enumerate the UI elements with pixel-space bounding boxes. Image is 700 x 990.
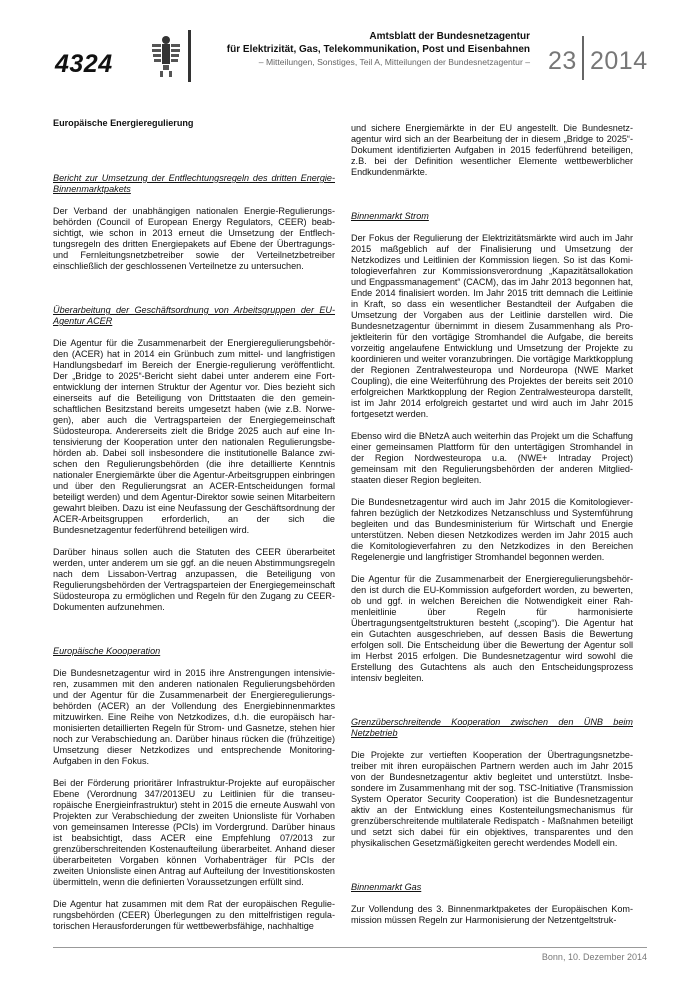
subheading-grenzueberschreitende-kooperation: Grenzüberschreitende Kooperation zwischen den ÜNB beim Netzbetrieb xyxy=(351,717,633,738)
subheading-entflechtung: Bericht zur Umsetzung der Entflechtungsregeln des dritten Energie-Binnenmarktpakets xyxy=(53,173,335,194)
subheading-binnenmarkt-strom: Binnenmarkt Strom xyxy=(351,211,429,221)
paragraph: Die Bundesnetzagentur wird in 2015 ihre Anstrengungen intensivieren, zusammen mit den anderen nationalen Regulierungsbehörden und der Agentur für die Zusammenarbeit der Energieregulierungsbehörden (ACER) an der Vollendung des Energiebinnenmarktes mitzuwirken. Eine Reihe von Netzkodizes, d.h. die europäisch harmonisierten detaillierten Regeln für Strom- und Gasnetze, stehen hier noch zur Verabschiedung an. Darüber hinaus rücken die (frühzeitige) Umsetzung dieser Netzkodizes und entsprechende Monitoring-Aufgaben in den Fokus. xyxy=(53,668,335,766)
subheading-binnenmarkt-gas: Binnenmarkt Gas xyxy=(351,882,422,892)
header-divider xyxy=(188,30,191,82)
paragraph: Der Verband der unabhängigen nationalen Energie-Regulierungsbehörden (Council of European Energy Regulators, CEER) beabsichtigt, wie schon in 2013 erneut die Umsetzung der Entflechtungsregeln des dritten Energiepakets auf Ebene der Übertragungs- und Fernleitungsnetzbetreiber sowie der Verteilnetzbetreiber einschließlich der geschlossenen Verteilnetze zu untersuchen. xyxy=(53,206,335,271)
title-line-1: Amtsblatt der Bundesnetzagentur xyxy=(369,31,530,42)
issue-year: 2014 xyxy=(590,47,648,75)
publication-title xyxy=(196,31,530,56)
left-column xyxy=(53,118,335,943)
right-column xyxy=(351,123,633,937)
footer-divider xyxy=(53,947,647,948)
federal-eagle-icon xyxy=(148,32,184,80)
paragraph: Die Agentur für die Zusammenarbeit der Energieregulierungsbehörden ist durch die EU-Kommission aufgefordert worden, zu bewerten, ob und ggf. in welchen Bereichen die Notwendigkeit einer Rahmenleitlinie über Regeln für harmonisierte Übertragungsentgeltstrukturen besteht („scoping“). Die Agentur hat ein Gutachten ausgeschrieben, auf dessen Basis die Bewertung erfolgen soll. Die Entscheidung über die Bewertung der Agentur soll im Herbst 2015 erfolgen. Die Bundesnetzagentur wird sowohl die Erstellung des Gutachtens als auch den Entscheidungsprozess intensiv begleiten. xyxy=(351,574,633,683)
page-number: 4324 xyxy=(55,50,113,78)
paragraph: Die Bundesnetzagentur wird auch im Jahr 2015 die Komitologieverfahren bezüglich der Netzkodizes Netzanschluss und Systemführung begleiten und das Bundesministerium für Wirtschaft und Energie unterstützen. Neben diesen Netzkodizes werden im Jahr 2015 auch die Komitologieverfahren zu den Netzkodizes in den Bereichen Regelenergie und langfristiger Stromhandel begonnen werden. xyxy=(351,497,633,562)
paragraph: Der Fokus der Regulierung der Elektrizitätsmärkte wird auch im Jahr 2015 maßgeblich auf der Finalisierung und Umsetzung der Netzkodizes und Leitlinien der Kommission liegen. So ist das Komitologieverfahren zur Kommissionsverordnung „Kapazitätsallokation und Engpassmanagement“ (CACM), das im Jahr 2013 begonnen hat, Ende 2014 finalisiert worden. Im Jahr 2015 tritt demnach die Leitlinie in Kraft, so dass ein wesentlicher Bestandteil der Aufgaben die Umsetzung der Vorgaben aus der Leitlinie darstellen wird. Die Bundesnetzagentur übernimmt in diesem Zusammenhang als Projektleiterin für den vortägige Stromhandel die Aufgabe, die bereits vorzeitig angelaufene Entwicklung und Umsetzung der Projekte zu koordinieren und weiter voranzubringen. Die vortägige Marktkopplung der Regionen Zentralwesteuropa und Nordeuropa (NWE Market Coupling), die eine Weiterführung des Projektes der bereits seit 2010 erfolgreichen Marktkopplung der Region Zentralwesteuropa darstellt, ist im Jahr 2014 erfolgreich gestartet und wird auch im Jahr 2015 fortgesetzt werden. xyxy=(351,233,633,419)
paragraph: Die Agentur für die Zusammenarbeit der Energieregulierungsbehörden (ACER) hat in 2014 ein Grünbuch zum mittel- und langfristigen Handlungsbedarf im Bereich der Energie-regulierung veröffentlicht. Der „Bridge to 2025“-Bericht sieht dabei unter anderem eine Fortentwicklung der internen Struktur der Agentur vor. Dies bezieht sich einerseits auf die Beteiligung von Drittstaaten die den gemeinschaftlichen Besitzstand bereits umgesetzt haben (wie z.B. Norwegen), aber auch die Vertragsparteien der Energiegemeinschaft Südosteuropa. Andererseits zielt die Bridge 2025 auch auf eine Intensivierung der Kooperation unter den nationalen Regulierungsbehörden ab. Dabei soll insbesondere die institutionelle Balance zwischen den Regulierungsbehörden (die ihre detaillierte Kenntnis nationaler Energiemärkte über die Agentur-Arbeitsgruppen einbringen und über den Regulierungsrat an ACER-Entscheidungen formal beteiligt werden) und dem Agentur-Direktor sowie seinen Mitarbeitern gewahrt bleiben. Dazu ist eine Neufassung der Geschäftsordnung der ACER-Arbeitsgruppen erforderlich, an der sich die Bundesnetzagentur federführend beteiligen wird. xyxy=(53,338,335,535)
paragraph: Ebenso wird die BNetzA auch weiterhin das Projekt um die Schaffung einer gemeinsamen Plattform für den untertägigen Stromhandel in der Region Nordwesteuropa u.a. (NWE+ Intraday Project) gemeinsam mit den Regulierungsbehörden der anderen Mitgliedstaaten dieser Region begleiten. xyxy=(351,431,633,485)
title-line-2: für Elektrizität, Gas, Telekommunikation, Post und Eisenbahnen xyxy=(226,43,530,55)
issue-number: 23 xyxy=(548,47,577,75)
footer-date: Bonn, 10. Dezember 2014 xyxy=(541,952,647,962)
paragraph: Die Projekte zur vertieften Kooperation der Übertragungsnetzbetreiber mit ihren europäischen Partnern werden auch im Jahr 2015 von der Bundesnetzagentur aktiv begleitet und unterstützt. Insbesondere im Zusammenhang mit der sog. TSC-Initiative (Transmission System Operator Security Cooperation) ist die Bundesnetzagentur aktiv an der Entwicklung eines Kostenteilungsmechanismus für grenzüberschreitende multilaterale Redispatch - Maßnahmen beteiligt und setzt sich dabei für ein objektives, transparentes und den physikalischen Gesetzmäßigkeiten gerecht werdendes Modell ein. xyxy=(351,750,633,848)
publication-subtitle: – Mitteilungen, Sonstiges, Teil A, Mitteilungen der Bundesnetzagentur – xyxy=(258,57,530,67)
paragraph: Die Agentur hat zusammen mit dem Rat der europäischen Regulierungsbehörden (CEER) Überlegungen zu den mittelfristigen regulatorischen Herausforderungen für wettbewerbsfähige, nachhaltige xyxy=(53,899,335,931)
paragraph: Darüber hinaus sollen auch die Statuten des CEER überarbeitet werden, unter anderem um sie ggf. an die neuen Abstimmungsregeln nach dem Lissabon-Vertrag anzupassen, die Beteiligung von Regulierungsbehörden der Vertragsparteien der Energiegemeinschaft Südosteuropa zu ermöglichen und Regeln für den Zugang zu CEER-Dokumenten aufzunehmen. xyxy=(53,547,335,612)
paragraph: Bei der Förderung prioritärer Infrastruktur-Projekte auf europäischer Ebene (Verordnung 347/2013EU zu Leitlinien für die transeuropäische Energieinfrastruktur) steht in 2015 die erneute Auswahl von Projekten zur Verabschiedung der zweiten Unionsliste für Vorhaben von gemeinsamen Interesse (PCIs) im Vordergrund. Darüber hinaus ist beabsichtigt, dass ACER eine Empfehlung 07/2013 zur grenzüberschreitenden Kostenaufteilung überarbeitet. Anhand dieser überarbeiteten Vorgaben können Vorhabenträger für PCIs der zweiten Unionsliste einen Antrag auf Aufteilung der Investitionskosten übermitteln, wenn die definierten Voraussetzungen erfüllt sind. xyxy=(53,778,335,887)
paragraph-continued: und sichere Energiemärkte in der EU angestellt. Die Bundesnetzagentur wird sich an der Bearbeitung der in diesem „Bridge to 2025“-Dokument identifizierten Aufgaben in 2015 federführend beteiligen, z.B. bei der Definition wesentlicher Elemente wettbewerblicher Endkundenmärkte. xyxy=(351,123,633,177)
subheading-acer-geschaeftsordnung: Überarbeitung der Geschäftsordnung von Arbeitsgruppen der EU-Agentur ACER xyxy=(53,305,335,326)
section-title: Europäische Energieregulierung xyxy=(53,118,194,128)
issue-divider xyxy=(582,36,584,80)
paragraph: Zur Vollendung des 3. Binnenmarktpaketes der Europäischen Kommission müssen Regeln zur Harmonisierung der Netzentgeltstruk- xyxy=(351,904,633,925)
subheading-europaeische-kooperation: Europäische Koooperation xyxy=(53,646,161,656)
